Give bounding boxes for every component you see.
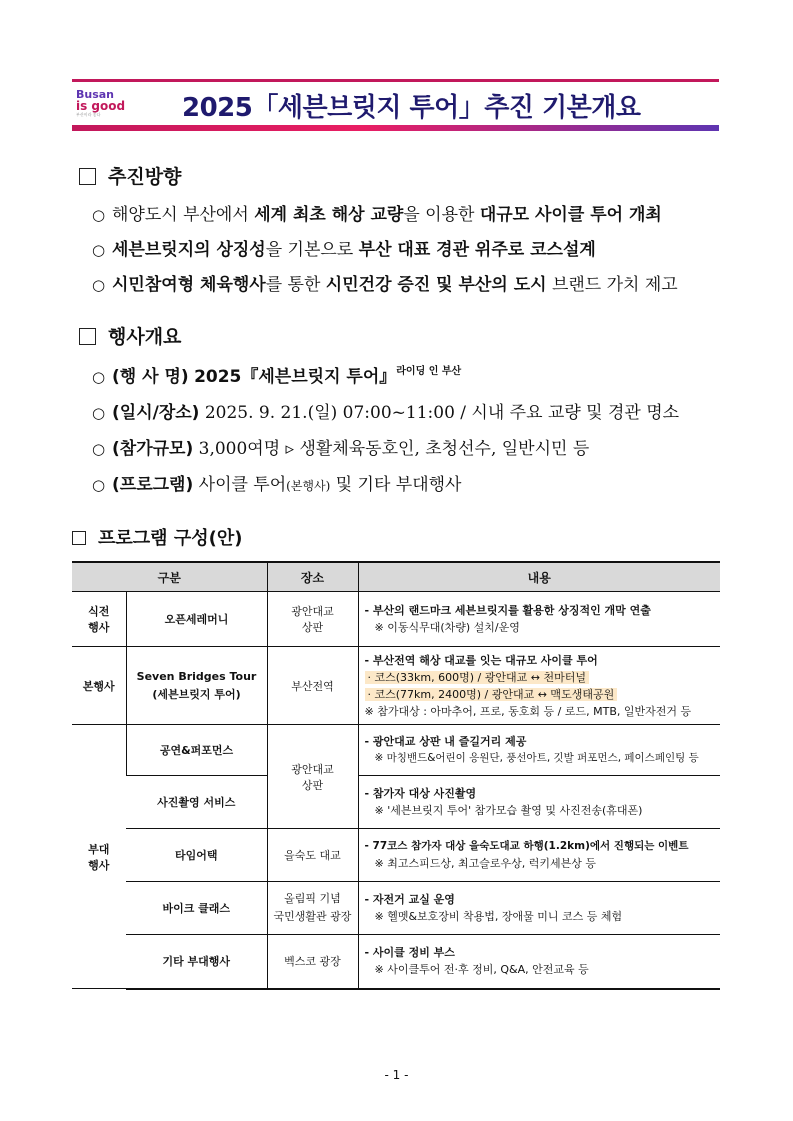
category-cell: 본행사	[72, 647, 126, 725]
page-number: - 1 -	[384, 1068, 409, 1082]
overview-scale	[92, 434, 589, 459]
label: (프로그램)	[112, 475, 194, 495]
program-name-cell: 오픈세레머니	[126, 592, 267, 647]
table-row	[72, 725, 720, 776]
circle-bullet-icon: ○	[92, 206, 106, 224]
place-cell: 광안대교 상판	[267, 725, 358, 829]
column-header: 내용	[358, 562, 720, 592]
program-name-cell: 공연&퍼포먼스	[126, 725, 267, 776]
content-line: - 77코스 참가자 대상 을숙도대교 하행(1.2km)에서 진행되는 이벤트	[364, 840, 689, 852]
content-cell	[358, 647, 720, 725]
banner-top-rule	[72, 79, 719, 82]
highlighted-course: · 코스(77km, 2400명) / 광안대교 ↔ 맥도생태공원	[365, 688, 618, 701]
content-note: ※ 이동식무대(차량) 설치/운영	[374, 621, 520, 634]
content-note: ※ 사이클투어 전·후 정비, Q&A, 안전교육 등	[374, 963, 589, 977]
content-cell	[358, 725, 720, 776]
content-line: - 참가자 대상 사진촬영	[364, 787, 477, 800]
table-header-row	[72, 562, 720, 592]
text: 해양도시 부산에서	[112, 205, 255, 225]
table-row	[72, 829, 720, 882]
value: 사이클 투어	[198, 475, 287, 495]
value: 2025. 9. 21.(일) 07:00~11:00 / 시내 주요 교량 및 경관 명소	[204, 403, 680, 423]
overview-date-place	[92, 398, 679, 423]
table-row	[72, 776, 720, 829]
text: 을 기본으로	[265, 240, 359, 260]
section-heading-text: 프로그램 구성(안)	[98, 528, 243, 549]
busan-is-good-logo	[76, 89, 128, 123]
section-heading-text: 추진방향	[108, 166, 182, 188]
direction-item-3	[92, 270, 678, 295]
content-note: ※ 참가대상 : 아마추어, 프로, 동호회 등 / 로드, MTB, 일반자전거 등	[364, 704, 692, 718]
bold-text: 대규모 사이클 투어 개최	[479, 205, 662, 225]
text: 브랜드 가치 제고	[546, 275, 678, 295]
content-line: - 광안대교 상판 내 즐길거리 제공	[364, 735, 527, 748]
overview-event-name	[92, 362, 461, 387]
checkbox-square-icon	[72, 531, 86, 545]
highlighted-course: · 코스(33km, 600명) / 광안대교 ↔ 천마터널	[365, 671, 589, 684]
section-heading-text: 행사개요	[108, 326, 182, 348]
content-line: - 자전거 교실 운영	[364, 893, 455, 906]
content-line: - 사이클 정비 부스	[364, 946, 455, 960]
program-name-cell: 기타 부대행사	[126, 935, 267, 989]
section-heading-direction	[79, 162, 181, 189]
content-cell	[358, 882, 720, 935]
column-header: 구분	[72, 562, 267, 592]
value-small: (본행사)	[286, 479, 331, 493]
logo-tagline: 부산이라 좋다	[76, 112, 101, 117]
section-heading-program	[72, 524, 242, 550]
table-row	[72, 935, 720, 989]
text: 을 이용한	[403, 205, 480, 225]
category-cell: 식전 행사	[72, 592, 126, 647]
content-line: - 부산의 랜드마크 세븐브릿지를 활용한 상징적인 개막 연출	[364, 604, 651, 617]
place-cell: 광안대교 상판	[267, 592, 358, 647]
value: 및 기타 부대행사	[330, 475, 462, 495]
value: 2025『세븐브릿지 투어』	[194, 367, 397, 387]
direction-item-1	[92, 200, 662, 225]
circle-bullet-icon: ○	[92, 440, 106, 458]
value: 3,000여명 ▹ 생활체육동호인, 초청선수, 일반시민 등	[198, 439, 590, 459]
circle-bullet-icon: ○	[92, 476, 106, 494]
content-cell	[358, 776, 720, 829]
bold-text: 시민참여형 체육행사	[112, 275, 266, 295]
category-cell: 부대 행사	[72, 725, 126, 989]
place-cell: 올림픽 기념 국민생활관 광장	[267, 882, 358, 935]
program-name-cell: 바이크 클래스	[126, 882, 267, 935]
page-title: 2025「세븐브릿지 투어」추진 기본개요	[182, 93, 641, 123]
direction-item-2	[92, 235, 596, 260]
bold-text: 시민건강 증진 및 부산의 도시	[325, 275, 547, 295]
place-cell: 부산전역	[267, 647, 358, 725]
program-name-cell: Seven Bridges Tour (세븐브릿지 투어)	[126, 647, 267, 725]
checkbox-square-icon	[79, 328, 96, 345]
label: (일시/장소)	[112, 403, 200, 423]
circle-bullet-icon: ○	[92, 276, 106, 294]
superscript: 라이딩 인 부산	[396, 366, 462, 377]
program-table	[72, 561, 720, 990]
content-cell	[358, 592, 720, 647]
table-row	[72, 647, 720, 725]
circle-bullet-icon: ○	[92, 404, 106, 422]
place-cell: 벡스코 광장	[267, 935, 358, 989]
content-cell	[358, 829, 720, 882]
title-banner	[72, 79, 719, 131]
program-name-cell: 타임어택	[126, 829, 267, 882]
label: (참가규모)	[112, 439, 194, 459]
overview-program	[92, 470, 461, 495]
table-row	[72, 882, 720, 935]
content-note: ※ 마칭밴드&어린이 응원단, 풍선아트, 깃발 퍼포먼스, 페이스페인팅 등	[374, 752, 699, 764]
logo-line2: is good	[76, 99, 126, 113]
circle-bullet-icon: ○	[92, 241, 106, 259]
content-note: ※ '세븐브릿지 투어' 참가모습 촬영 및 사진전송(휴대폰)	[374, 804, 643, 817]
bold-text: 세븐브릿지의 상징성	[112, 240, 266, 260]
column-header: 장소	[267, 562, 358, 592]
place-cell: 을숙도 대교	[267, 829, 358, 882]
circle-bullet-icon: ○	[92, 368, 106, 386]
checkbox-square-icon	[79, 168, 96, 185]
content-note: ※ 헬멧&보호장비 착용법, 장애물 미니 코스 등 체험	[374, 910, 623, 923]
bold-text: 부산 대표 경관 위주로 코스설계	[358, 240, 596, 260]
table-row	[72, 592, 720, 647]
label: (행 사 명)	[112, 367, 189, 387]
content-cell	[358, 935, 720, 989]
section-heading-overview	[79, 322, 181, 349]
banner-bottom-rule	[72, 125, 719, 131]
content-note: ※ 최고스피드상, 최고슬로우상, 럭키세븐상 등	[374, 857, 596, 870]
logo-line1: Busan	[76, 88, 115, 101]
content-line: - 부산전역 해상 대교를 잇는 대규모 사이클 투어	[364, 653, 598, 667]
text: 를 통한	[265, 275, 326, 295]
bold-text: 세계 최초 해상 교량	[254, 205, 404, 225]
program-name-cell: 사진촬영 서비스	[126, 776, 267, 829]
